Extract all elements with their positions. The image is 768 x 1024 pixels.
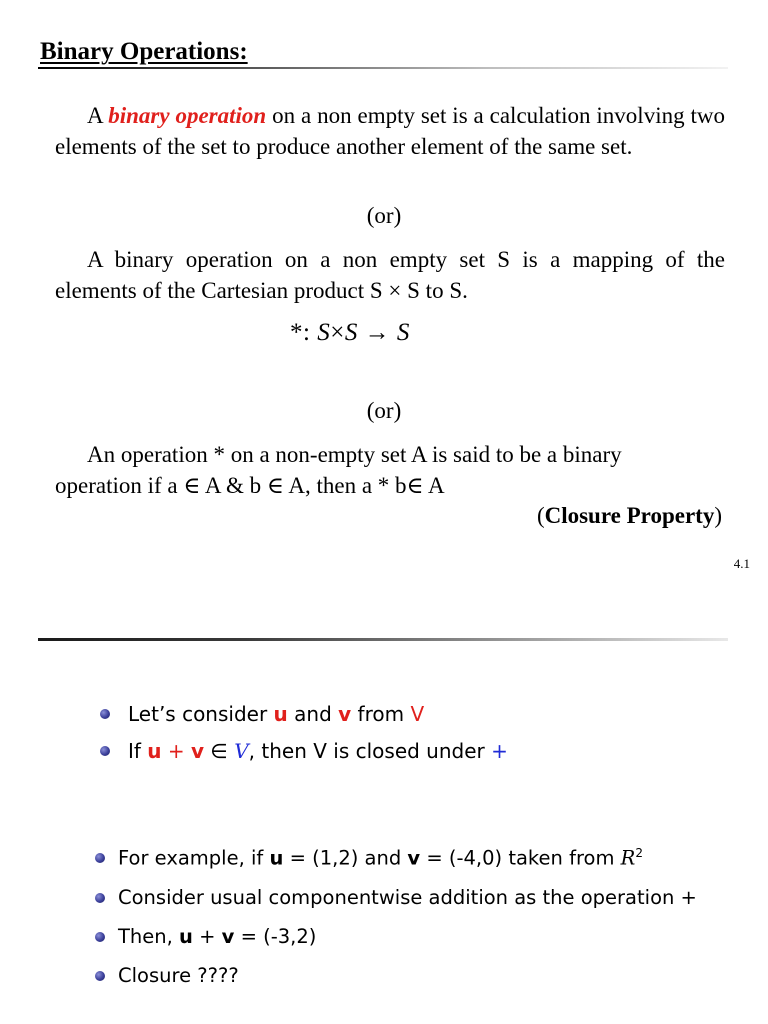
closure-open-paren: ( [536,503,545,528]
bullet-item [95,964,239,987]
definition-paragraph-1 [55,100,725,162]
closure-close-paren: ) [714,503,722,528]
text-fragment: , then V is closed under [248,739,492,763]
vector-v: v [191,739,205,763]
definition-paragraph-3-line-1: An operation * on a non-empty set A is said to be a binary [87,442,622,467]
text-fragment: = (-3,2) [234,925,317,948]
or-separator-1: (or) [366,203,402,228]
title-underline-rule [38,67,728,69]
bullet-item [100,739,508,763]
text-fragment: + [192,925,222,948]
bullet-text [128,702,424,726]
bullet-item [95,925,316,948]
vector-v: v [338,702,352,726]
bullet-dot-icon [100,746,110,756]
formula-arrow: → [364,319,391,346]
bullet-text: Consider usual componentwise addition as the operation + [118,886,697,909]
vector-v: v [407,846,421,870]
closure-property-label [537,503,722,529]
formula-star: * [290,319,303,346]
definition-1-body: on a non empty set is a calculation involving two elements of the set to produce another element of the same set. [55,103,725,159]
definition-1-lead: A [87,103,109,128]
bullet-item [95,846,643,870]
text-fragment: For example, if [118,846,270,870]
operation-plus: + [491,739,508,763]
vector-u: u [147,739,162,763]
element-of-symbol: ∈ [204,739,235,763]
bullet-dot-icon [95,893,105,903]
vector-u: u [273,702,288,726]
vector-u: u [179,925,193,948]
formula-set-s: S [317,319,331,346]
vector-space-v-italic: V [234,739,249,763]
bullet-dot-icon [95,853,105,863]
text-fragment: from [351,702,411,726]
bullet-text [128,739,508,763]
text-fragment: If [128,739,148,763]
formula-set-s: S [396,319,410,346]
bullet-text [118,925,316,948]
text-fragment: and [287,702,339,726]
closure-property-text: Closure Property [544,503,715,528]
slide-title: Binary Operations: [40,38,248,65]
or-separator-2: (or) [366,398,402,423]
formula-times: × [330,319,345,346]
bullet-item [100,702,424,726]
text-fragment: = (-4,0) taken from [420,846,621,870]
text-fragment: = (1,2) and [283,846,408,870]
vector-space-v: V [410,702,425,726]
formula-colon: : [303,319,311,346]
bullet-dot-icon [95,932,105,942]
bullet-dot-icon [100,709,110,719]
definition-paragraph-3-line-2: operation if a ∈ A & b ∈ A, then a * b∈ A [55,473,445,498]
binary-operation-term: binary operation [108,103,267,128]
plus-sign: + [161,739,192,763]
mapping-formula [290,319,410,347]
formula-set-s: S [344,319,358,346]
page-number: 4.1 [733,556,750,571]
vector-u: u [269,846,284,870]
bullet-text: Closure ???? [118,964,239,987]
real-space-r: R [620,846,636,870]
bullet-dot-icon [95,971,105,981]
bullet-text [118,846,643,870]
text-fragment: Then, [118,925,180,948]
vector-v: v [221,925,235,948]
bullet-item [95,886,697,909]
definition-paragraph-2: A binary operation on a non empty set S is a mapping of the elements of the Cartesian product S × S to S. [55,247,725,303]
slide-divider-rule [38,638,728,641]
exponent: 2 [635,846,643,860]
text-fragment: Let’s consider [128,702,274,726]
